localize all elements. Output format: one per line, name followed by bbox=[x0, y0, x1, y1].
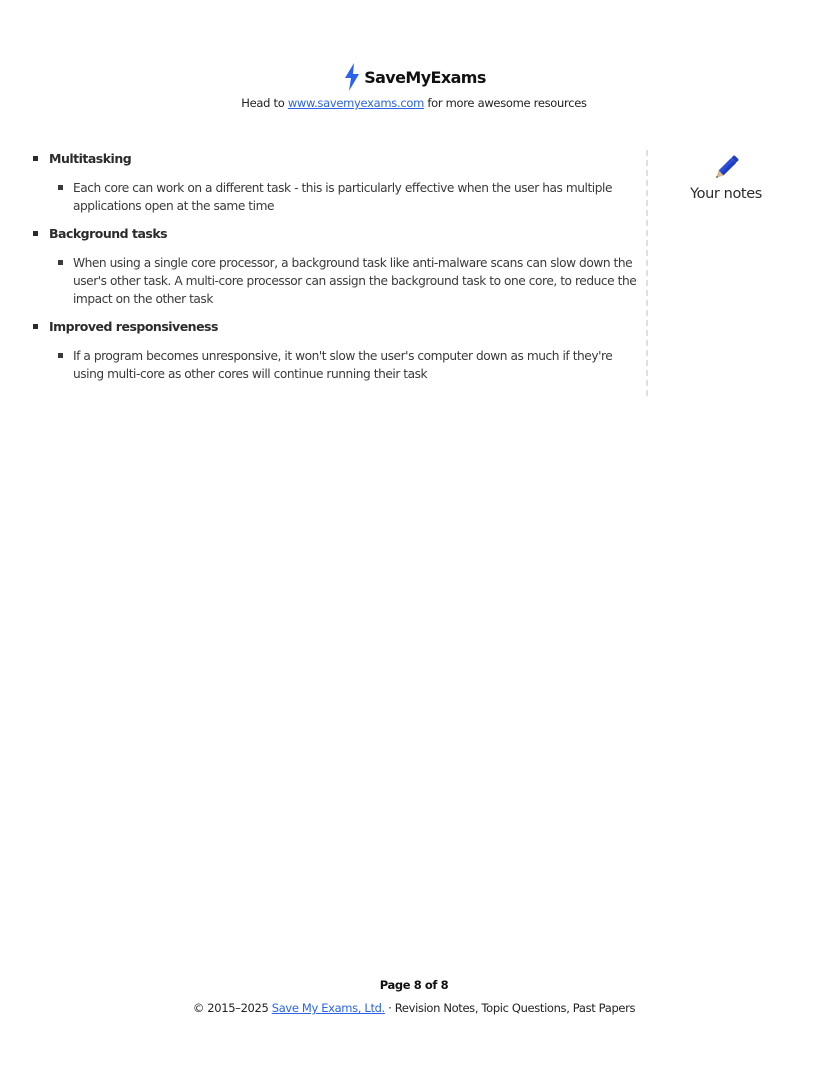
section-heading: Multitasking bbox=[49, 151, 132, 166]
tagline-suffix: for more awesome resources bbox=[424, 96, 587, 110]
section-improved-responsiveness bbox=[28, 318, 638, 383]
page-number: Page 8 of 8 bbox=[379, 978, 449, 992]
tagline bbox=[0, 96, 828, 110]
lightning-bolt-icon bbox=[342, 63, 362, 91]
section-point: If a program becomes unresponsive, it won't slow the user's computer down as much if they're using multi-core as other cores will continue running their task bbox=[49, 347, 638, 383]
notes-content bbox=[28, 150, 638, 393]
copyright-prefix: © 2015–2025 bbox=[192, 1001, 272, 1015]
section-background-tasks bbox=[28, 225, 638, 308]
your-notes-panel[interactable] bbox=[670, 152, 782, 202]
your-notes-label: Your notes bbox=[690, 186, 762, 202]
page-footer bbox=[0, 978, 828, 1015]
logo-text: SaveMyExams bbox=[364, 67, 486, 87]
section-heading: Background tasks bbox=[49, 226, 168, 241]
company-link[interactable]: Save My Exams, Ltd. bbox=[271, 1001, 385, 1015]
logo[interactable] bbox=[342, 62, 486, 92]
section-point: Each core can work on a different task - this is particularly effective when the user has multiple applications open at the same time bbox=[49, 179, 638, 215]
section-multitasking bbox=[28, 150, 638, 215]
section-point: When using a single core processor, a background task like anti-malware scans can slow down the user's other task. A multi-core processor can assign the background task to one core, to reduce the impact on the other task bbox=[49, 254, 638, 308]
copyright bbox=[0, 1001, 828, 1015]
notes-divider bbox=[646, 150, 648, 396]
page-header bbox=[0, 62, 828, 110]
website-link[interactable]: www.savemyexams.com bbox=[287, 96, 424, 110]
section-heading: Improved responsiveness bbox=[49, 319, 218, 334]
tagline-prefix: Head to bbox=[241, 96, 288, 110]
pencil-icon bbox=[710, 152, 742, 184]
copyright-suffix: · Revision Notes, Topic Questions, Past Papers bbox=[384, 1001, 636, 1015]
